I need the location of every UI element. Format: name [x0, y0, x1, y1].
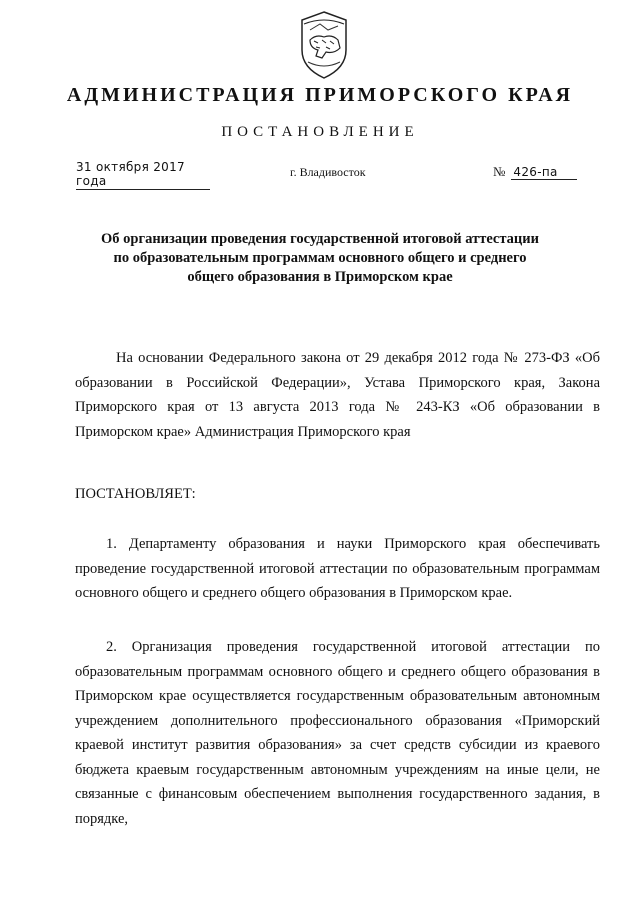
- primorsky-krai-coat-of-arms-icon: [296, 10, 352, 80]
- document-number-field: [493, 163, 577, 181]
- item-1-paragraph: 1. Департаменту образования и науки Приморского края обеспечивать проведение государственной итоговой аттестации по образовательным программам основного общего и среднего общего образования в Приморском крае.: [75, 536, 600, 601]
- item-2-paragraph: 2. Организация проведения государственной итоговой аттестации по образовательным программам основного общего и среднего общего образования в Приморском крае осуществляется государственным образовательным автономным учреждением дополнительного профессионального образования «Приморский краевой институт развития образования» за счет средств субсидии из краевого бюджета краевым государственным автономным учреждениям на иные цели, не связанные с финансовым обеспечением выполнения государственного задания, в порядке,: [75, 639, 600, 827]
- number-label: №: [493, 164, 506, 179]
- preamble-paragraph: На основании Федерального закона от 29 декабря 2012 года № 273-ФЗ «Об образовании в Российской Федерации», Устава Приморского края, Закона Приморского края от 13 августа 2013 года № 243-КЗ «Об образовании в Приморском крае» Администрация Приморского края: [75, 350, 600, 440]
- organization-name: АДМИНИСТРАЦИЯ ПРИМОРСКОГО КРАЯ: [66, 84, 574, 106]
- document-number: 426-па: [511, 165, 577, 180]
- document-type: ПОСТАНОВЛЕНИЕ: [221, 124, 419, 140]
- document-title: Об организации проведения государственной итоговой аттестации по образовательным программам основного общего и среднего общего образования в Приморском крае: [101, 231, 539, 285]
- resolves-heading: ПОСТАНОВЛЯЕТ:: [75, 486, 196, 502]
- document-city: г. Владивосток: [290, 165, 366, 179]
- document-date: 31 октября 2017 года: [76, 160, 210, 190]
